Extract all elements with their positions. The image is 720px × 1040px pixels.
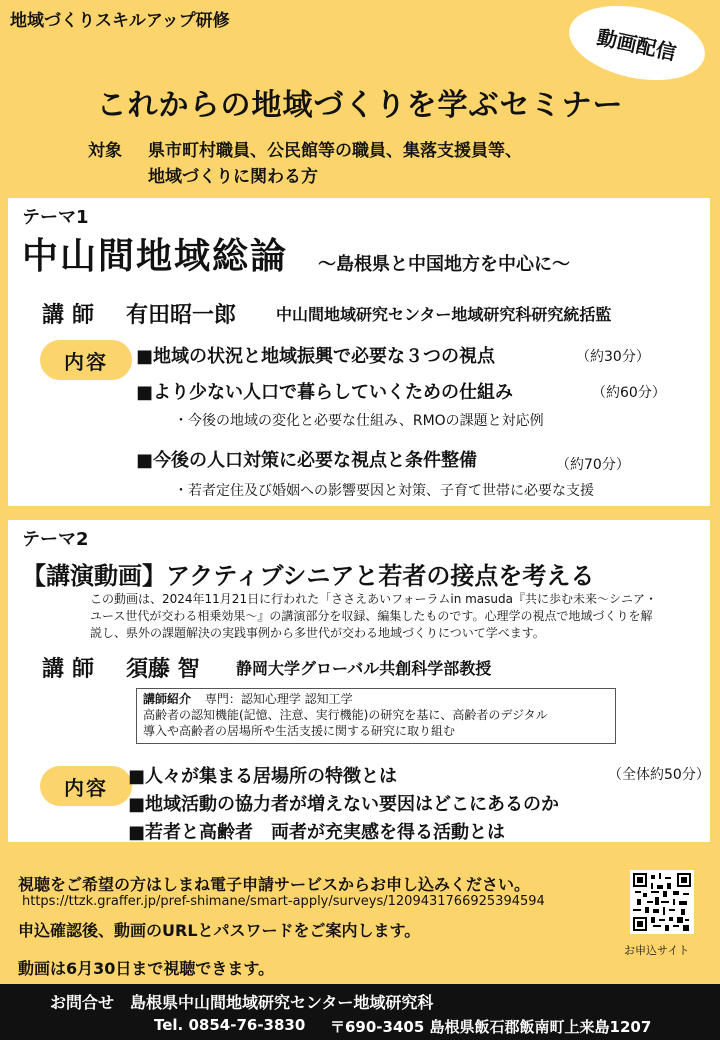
theme1-content-label: 内容 (64, 349, 108, 374)
footer (0, 984, 720, 1040)
theme1-lecturer-name: 有田昭一郎 (126, 303, 237, 328)
apply-url[interactable]: https://ttzk.graffer.jp/pref-shimane/smart-apply/surveys/1209431766925394594 (22, 894, 545, 909)
contact-line: お問合せ 島根県中山間地域研究センター地域研究科 (50, 993, 434, 1012)
theme2-total-duration: （全体約50分） (608, 767, 710, 783)
theme2-content-label: 内容 (64, 775, 108, 800)
theme1-subtitle: ～島根県と中国地方を中心に～ (318, 254, 570, 275)
qr-code[interactable] (630, 870, 694, 934)
theme1-item-1: ■地域の状況と地域振興で必要な３つの視点 (136, 346, 496, 367)
theme2-item-2: ■地域活動の協力者が増えない要因はどこにあるのか (128, 794, 560, 815)
theme2-description-line2: ユース世代が交わる相乗効果～』の講演部分を収録、編集したものです。心理学の視点で地域づくりを解 (90, 609, 653, 623)
theme1-lecturer-label: 講師 (42, 303, 103, 328)
theme2-item-1: ■人々が集まる居場所の特徴とは (128, 766, 398, 787)
theme1-item-2-note: ・今後の地域の変化と必要な仕組み、RMOの課題と対応例 (174, 413, 544, 429)
apply-instruction: 視聴をご希望の方はしまね電子申請サービスからお申し込みください。 (18, 875, 531, 894)
target-line2: 地域づくりに関わる方 (148, 167, 318, 187)
theme1-panel (8, 198, 710, 506)
video-badge-text: 動画配信 (595, 24, 679, 65)
theme1-lecturer-affiliation: 中山間地域研究センター地域研究科研究統括監 (276, 305, 612, 324)
theme2-lecturer-label: 講師 (42, 657, 103, 682)
postal-address: 〒690-3405 島根県飯石郡飯南町上来島1207 (330, 1018, 652, 1036)
qr-code-icon (633, 873, 691, 931)
theme1-item-2: ■より少ない人口で暮らしていくための仕組み (136, 382, 514, 403)
theme2-item-3: ■若者と高齢者 両者が充実感を得る活動とは (128, 822, 506, 843)
theme2-content-pill (40, 766, 132, 806)
theme2-description-line3: 説し、県外の課題解決の実践事例から多世代が交わる地域づくりについて学べます。 (90, 626, 545, 640)
theme1-content-pill (40, 340, 132, 380)
theme2-panel (8, 520, 710, 842)
theme1-title: 中山間地域総論 (22, 236, 289, 277)
target-label: 対象 (88, 141, 122, 161)
theme1-label: テーマ1 (22, 207, 89, 228)
apply-followup: 申込確認後、動画のURLとパスワードをご案内します。 (18, 921, 421, 940)
lecturer-profile-box (136, 688, 616, 744)
theme1-item-3-note: ・若者定住及び婚姻への影響要因と対策、子育て世帯に必要な支援 (174, 483, 594, 499)
theme1-item-2-duration: （約60分） (592, 385, 666, 401)
theme2-lecturer-name: 須藤 智 (126, 657, 200, 682)
tel-line: Tel. 0854-76-3830 (154, 1016, 306, 1034)
theme2-title: 【講演動画】アクティブシニアと若者の接点を考える (22, 562, 595, 590)
profile-specialty: 専門：認知心理学 認知工学 (204, 692, 353, 706)
theme2-lecturer-affiliation: 静岡大学グローバル共創科学部教授 (236, 659, 492, 678)
theme1-item-3: ■今後の人口対策に必要な視点と条件整備 (136, 450, 478, 471)
theme2-description-line1: この動画は、2024年11月21日に行われた「ささえあいフォーラムin masuda『共に歩む未来～シニア・ (90, 592, 657, 606)
page-title: これからの地域づくりを学ぶセミナー (96, 88, 624, 123)
theme2-label: テーマ2 (22, 529, 89, 550)
theme1-item-3-duration: （約70分） (556, 457, 630, 473)
profile-line1: 高齢者の認知機能(記憶、注意、実行機能)の研究を基に、高齢者のデジタル (143, 708, 548, 722)
profile-line2: 導入や高齢者の居場所や生活支援に関する研究に取り組む (143, 724, 456, 738)
viewing-deadline: 動画は6月30日まで視聴できます。 (18, 959, 275, 978)
video-badge (562, 0, 712, 92)
theme1-item-1-duration: （約30分） (576, 349, 650, 365)
target-line1: 県市町村職員、公民館等の職員、集落支援員等、 (148, 141, 522, 161)
qr-caption: お申込サイト (624, 944, 690, 957)
profile-label: 講師紹介 (143, 692, 192, 706)
top-label: 地域づくりスキルアップ研修 (10, 11, 230, 31)
